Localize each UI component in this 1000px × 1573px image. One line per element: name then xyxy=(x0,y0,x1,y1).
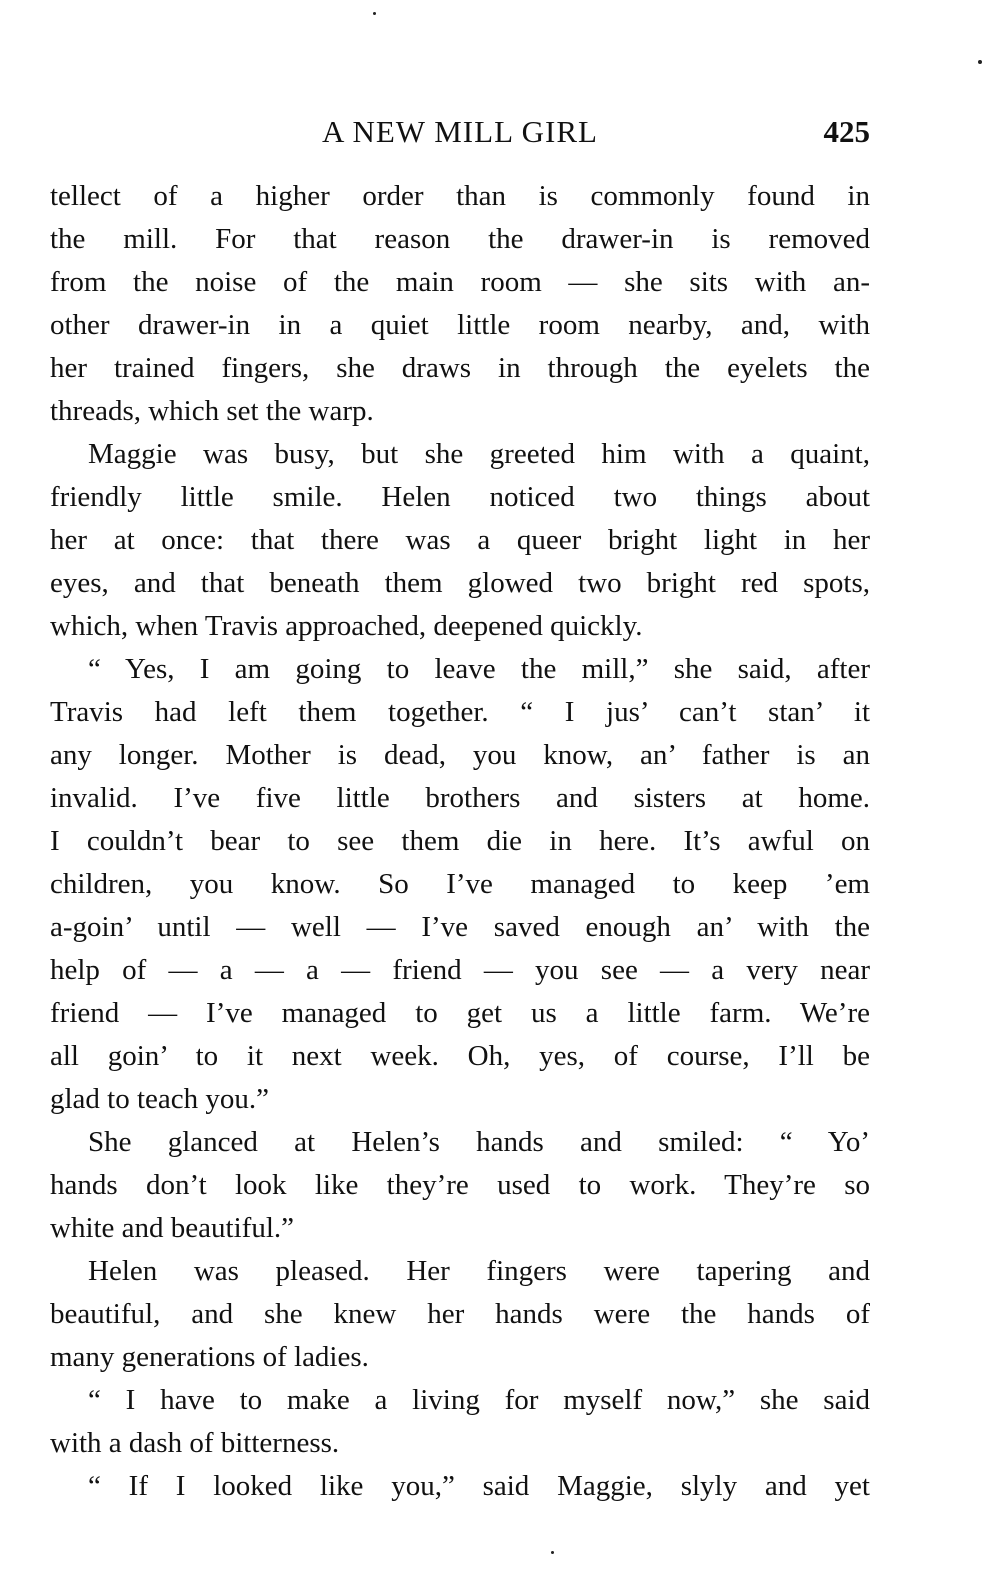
text-line: friendly little smile. Helen noticed two things about xyxy=(50,481,870,513)
text-line: “ If I looked like you,” said Maggie, slyly and yet xyxy=(88,1470,870,1502)
paragraph xyxy=(50,1379,870,1465)
text-line: any longer. Mother is dead, you know, an’ father is an xyxy=(50,739,870,771)
paragraph xyxy=(50,1465,870,1508)
text-line: eyes, and that beneath them glowed two bright red spots, xyxy=(50,567,870,599)
text-line: many generations of ladies. xyxy=(50,1341,369,1373)
body-text xyxy=(50,175,870,1508)
text-line: friend — I’ve managed to get us a little farm. We’re xyxy=(50,997,870,1029)
text-line: invalid. I’ve five little brothers and sisters at home. xyxy=(50,782,870,814)
text-line: a-goin’ until — well — I’ve saved enough an’ with the xyxy=(50,911,870,943)
page-number: 425 xyxy=(823,114,870,149)
paragraph xyxy=(50,1250,870,1379)
text-line: which, when Travis approached, deepened quickly. xyxy=(50,610,643,642)
print-speck xyxy=(373,12,376,15)
paragraph xyxy=(50,175,870,433)
text-line: Maggie was busy, but she greeted him with a quaint, xyxy=(88,438,870,470)
text-line: other drawer-in in a quiet little room nearby, and, with xyxy=(50,309,870,341)
paragraph xyxy=(50,648,870,1121)
print-speck xyxy=(978,60,982,64)
text-line: I couldn’t bear to see them die in here. It’s awful on xyxy=(50,825,870,857)
text-line: She glanced at Helen’s hands and smiled: “ Yo’ xyxy=(88,1126,870,1158)
paragraph xyxy=(50,1121,870,1250)
text-line: tellect of a higher order than is commonly found in xyxy=(50,180,870,212)
text-line: beautiful, and she knew her hands were the hands of xyxy=(50,1298,870,1330)
text-line: Helen was pleased. Her fingers were tapering and xyxy=(88,1255,870,1287)
text-line: children, you know. So I’ve managed to keep ’em xyxy=(50,868,870,900)
text-line: threads, which set the warp. xyxy=(50,395,374,427)
text-line: “ Yes, I am going to leave the mill,” she said, after xyxy=(88,653,870,685)
text-line: with a dash of bitterness. xyxy=(50,1427,340,1459)
print-speck xyxy=(551,1551,554,1554)
text-line: the mill. For that reason the drawer-in is removed xyxy=(50,223,870,255)
text-line: hands don’t look like they’re used to work. They’re so xyxy=(50,1169,870,1201)
text-line: all goin’ to it next week. Oh, yes, of course, I’ll be xyxy=(50,1040,870,1072)
running-head xyxy=(50,110,870,154)
text-line: her at once: that there was a queer bright light in her xyxy=(50,524,870,556)
text-line: glad to teach you.” xyxy=(50,1083,270,1115)
text-line: Travis had left them together. “ I jus’ can’t stan’ it xyxy=(50,696,870,728)
text-line: her trained fingers, she draws in through the eyelets the xyxy=(50,352,870,384)
running-title: A NEW MILL GIRL xyxy=(322,114,598,149)
text-line: from the noise of the main room — she sits with an- xyxy=(50,266,870,298)
text-line: help of — a — a — friend — you see — a very near xyxy=(50,954,870,986)
paragraph xyxy=(50,433,870,648)
text-line: white and beautiful.” xyxy=(50,1212,294,1244)
text-line: “ I have to make a living for myself now,” she said xyxy=(88,1384,870,1416)
